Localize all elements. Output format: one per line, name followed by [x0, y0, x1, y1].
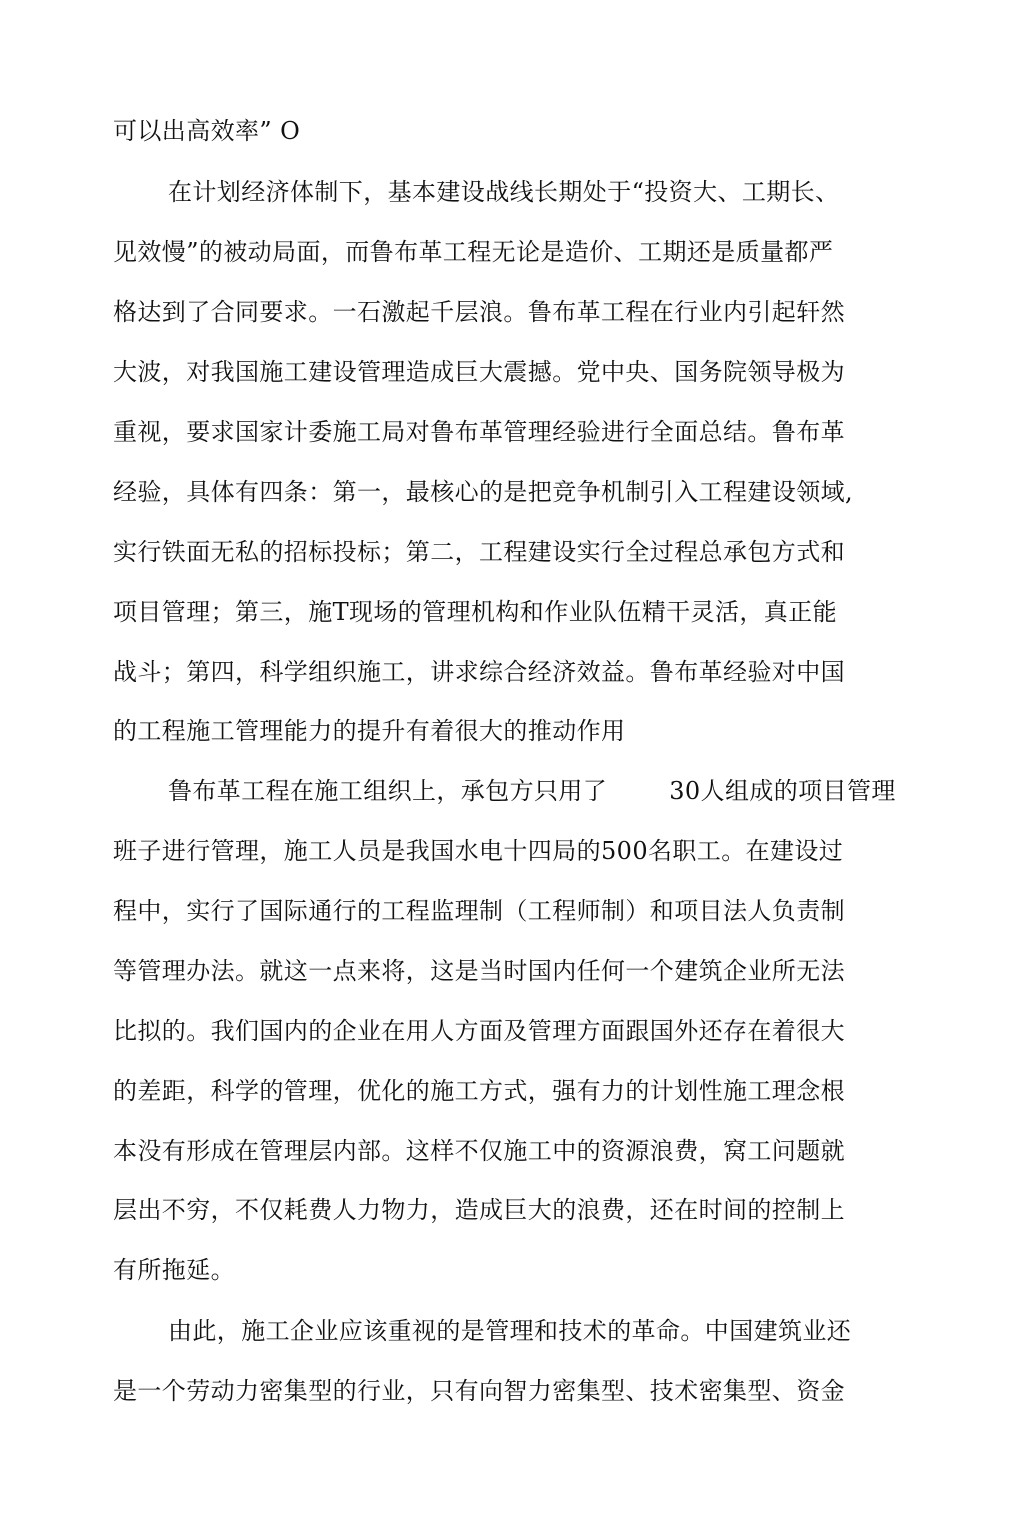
paragraph-first-line: 在计划经济体制下，基本建设战线长期处于“投资大、工期长、	[168, 178, 840, 206]
text-line: 等管理办法。就这一点来将，这是当时国内任何一个建筑企业所无法	[113, 957, 845, 985]
text-line: 程中，实行了国际通行的工程监理制（工程师制）和项目法人负责制	[113, 897, 845, 925]
text-line: 重视，要求国家计委施工局对鲁布革管理经验进行全面总结。鲁布革	[113, 418, 845, 446]
text-line: 实行铁面无私的招标投标；第二，工程建设实行全过程总承包方式和	[113, 538, 845, 566]
text-segment: 30人组成的项目管理	[669, 777, 896, 805]
text-line: 本没有形成在管理层内部。这样不仅施工中的资源浪费，窝工问题就	[113, 1137, 845, 1165]
text-line: 比拟的。我们国内的企业在用人方面及管理方面跟国外还存在着很大	[113, 1017, 845, 1045]
text-line: 战斗；第四，科学组织施工，讲求综合经济效益。鲁布革经验对中国	[113, 658, 845, 686]
text-line: 可以出高效率” O	[113, 117, 301, 145]
text-line: 班子进行管理，施工人员是我国水电十四局的500名职工。在建设过	[113, 837, 844, 865]
text-line: 项目管理；第三，施T现场的管理机构和作业队伍精干灵活，真正能	[113, 598, 838, 626]
paragraph-first-line: 由此，施工企业应该重视的是管理和技术的革命。中国建筑业还	[168, 1317, 852, 1345]
text-line: 是一个劳动力密集型的行业，只有向智力密集型、技术密集型、资金	[113, 1377, 845, 1405]
text-line: 格达到了合同要求。一石激起千层浪。鲁布革工程在行业内引起轩然	[113, 298, 845, 326]
text-line: 层出不穷，不仅耗费人力物力，造成巨大的浪费，还在时间的控制上	[113, 1196, 845, 1224]
text-line: 见效慢”的被动局面，而鲁布革工程无论是造价、工期还是质量都严	[113, 238, 834, 266]
text-line: 大波，对我国施工建设管理造成巨大震撼。党中央、国务院领导极为	[113, 358, 845, 386]
paragraph-first-line	[168, 776, 896, 806]
text-segment: 鲁布革工程在施工组织上，承包方只用了	[168, 777, 608, 805]
text-line: 的差距，科学的管理，优化的施工方式，强有力的计划性施工理念根	[113, 1077, 845, 1105]
text-line: 经验，具体有四条：第一，最核心的是把竞争机制引入工程建设领域,	[113, 478, 854, 506]
text-line: 有所拖延。	[113, 1256, 235, 1284]
text-line: 的工程施工管理能力的提升有着很大的推动作用	[113, 717, 626, 745]
